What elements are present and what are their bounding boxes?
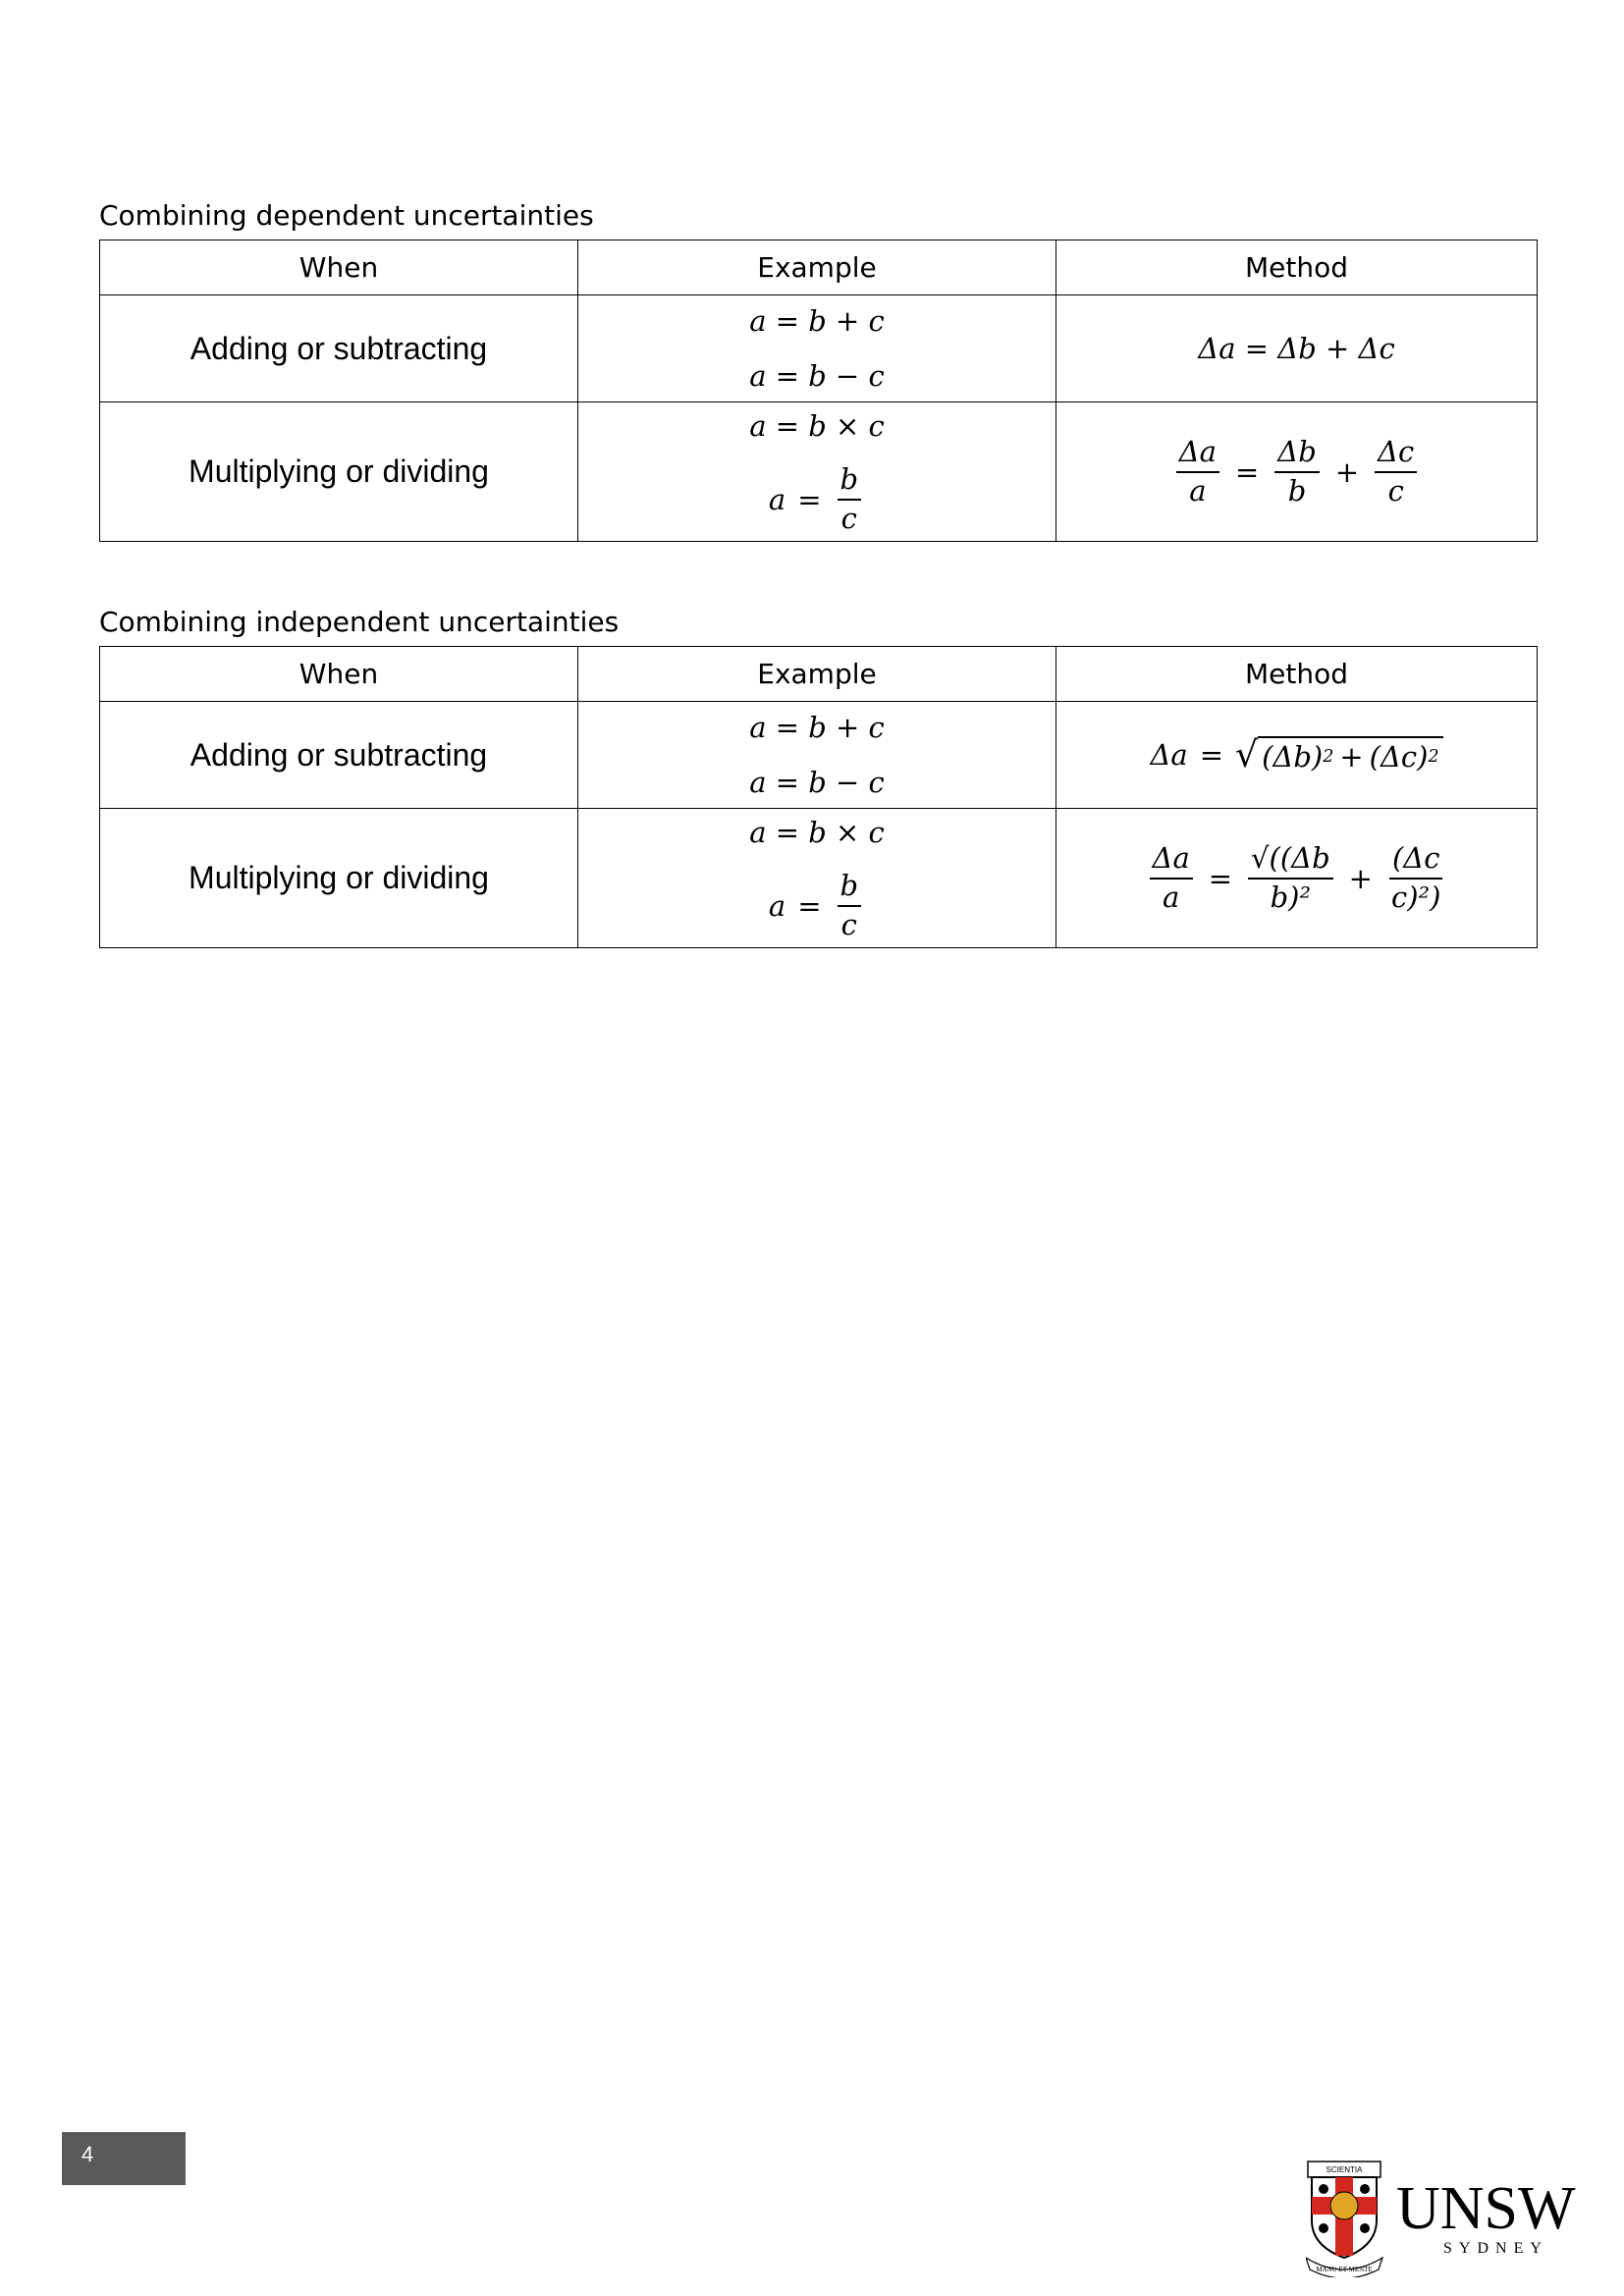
method-cell [1056, 809, 1538, 948]
header-example: Example [578, 647, 1056, 702]
header-method: Method [1056, 240, 1538, 295]
example-equation: a = b × c [749, 815, 885, 849]
dependent-table [99, 240, 1538, 542]
dependent-caption: Combining dependent uncertainties [99, 199, 594, 232]
when-cell: Multiplying or dividing [100, 402, 578, 542]
logo-subtitle: SYDNEY [1443, 2240, 1548, 2257]
table-row [100, 702, 1538, 809]
example-equation: a = b − c [749, 766, 885, 799]
unsw-logo [1306, 2160, 1591, 2277]
header-example: Example [578, 240, 1056, 295]
example-equation: a = b × c [749, 408, 885, 443]
crest-icon [1306, 2162, 1382, 2277]
example-fraction-equation: a = $\frac{b}{c}$ [769, 464, 865, 535]
header-when: When [100, 647, 578, 702]
method-sqrt-equation: Δa = √ (Δb) 2 + (Δc) 2 [1150, 736, 1442, 774]
when-cell: Adding or subtracting [100, 702, 578, 809]
independent-table [99, 646, 1538, 948]
independent-caption: Combining independent uncertainties [99, 606, 620, 638]
example-equation: a = b + c [749, 304, 885, 338]
page-number: 4 [81, 2142, 94, 2166]
when-cell: Adding or subtracting [100, 295, 578, 402]
table-header-row [100, 647, 1538, 702]
method-cell [1056, 702, 1538, 809]
example-equation: a = b + c [749, 711, 885, 744]
header-method: Method [1056, 647, 1538, 702]
example-equation: a = b − c [749, 359, 885, 393]
table-header-row [100, 240, 1538, 295]
logo-wordmark: UNSW [1396, 2175, 1576, 2242]
header-when: When [100, 240, 578, 295]
example-cell [578, 295, 1056, 402]
logo-motto: MANU ET MENTE [1316, 2266, 1373, 2273]
table-row [100, 809, 1538, 948]
method-fraction-equation: $\frac{\Delta a}{a}$ = $\frac{\Delta b}{b}$ + $\frac{\Delta c}{c}$ [1172, 437, 1422, 507]
method-cell [1056, 402, 1538, 542]
method-cell: Δa = Δb + Δc [1056, 295, 1538, 402]
method-sqrt-fraction-equation: $\frac{\Delta a}{a}$ = $\frac{√((\Delta b}{\text{b)²}}$ + $\frac{(\Delta c}{\text{c)²)}}$ [1146, 843, 1448, 914]
table-row [100, 295, 1538, 402]
table-row [100, 402, 1538, 542]
example-cell [578, 809, 1056, 948]
page-number-box [62, 2132, 186, 2185]
when-cell: Multiplying or dividing [100, 809, 578, 948]
example-fraction-equation: a = $\frac{b}{c}$ [769, 871, 865, 941]
example-cell [578, 702, 1056, 809]
crest-book-text: SCIENTIA [1326, 2165, 1363, 2174]
example-cell [578, 402, 1056, 542]
